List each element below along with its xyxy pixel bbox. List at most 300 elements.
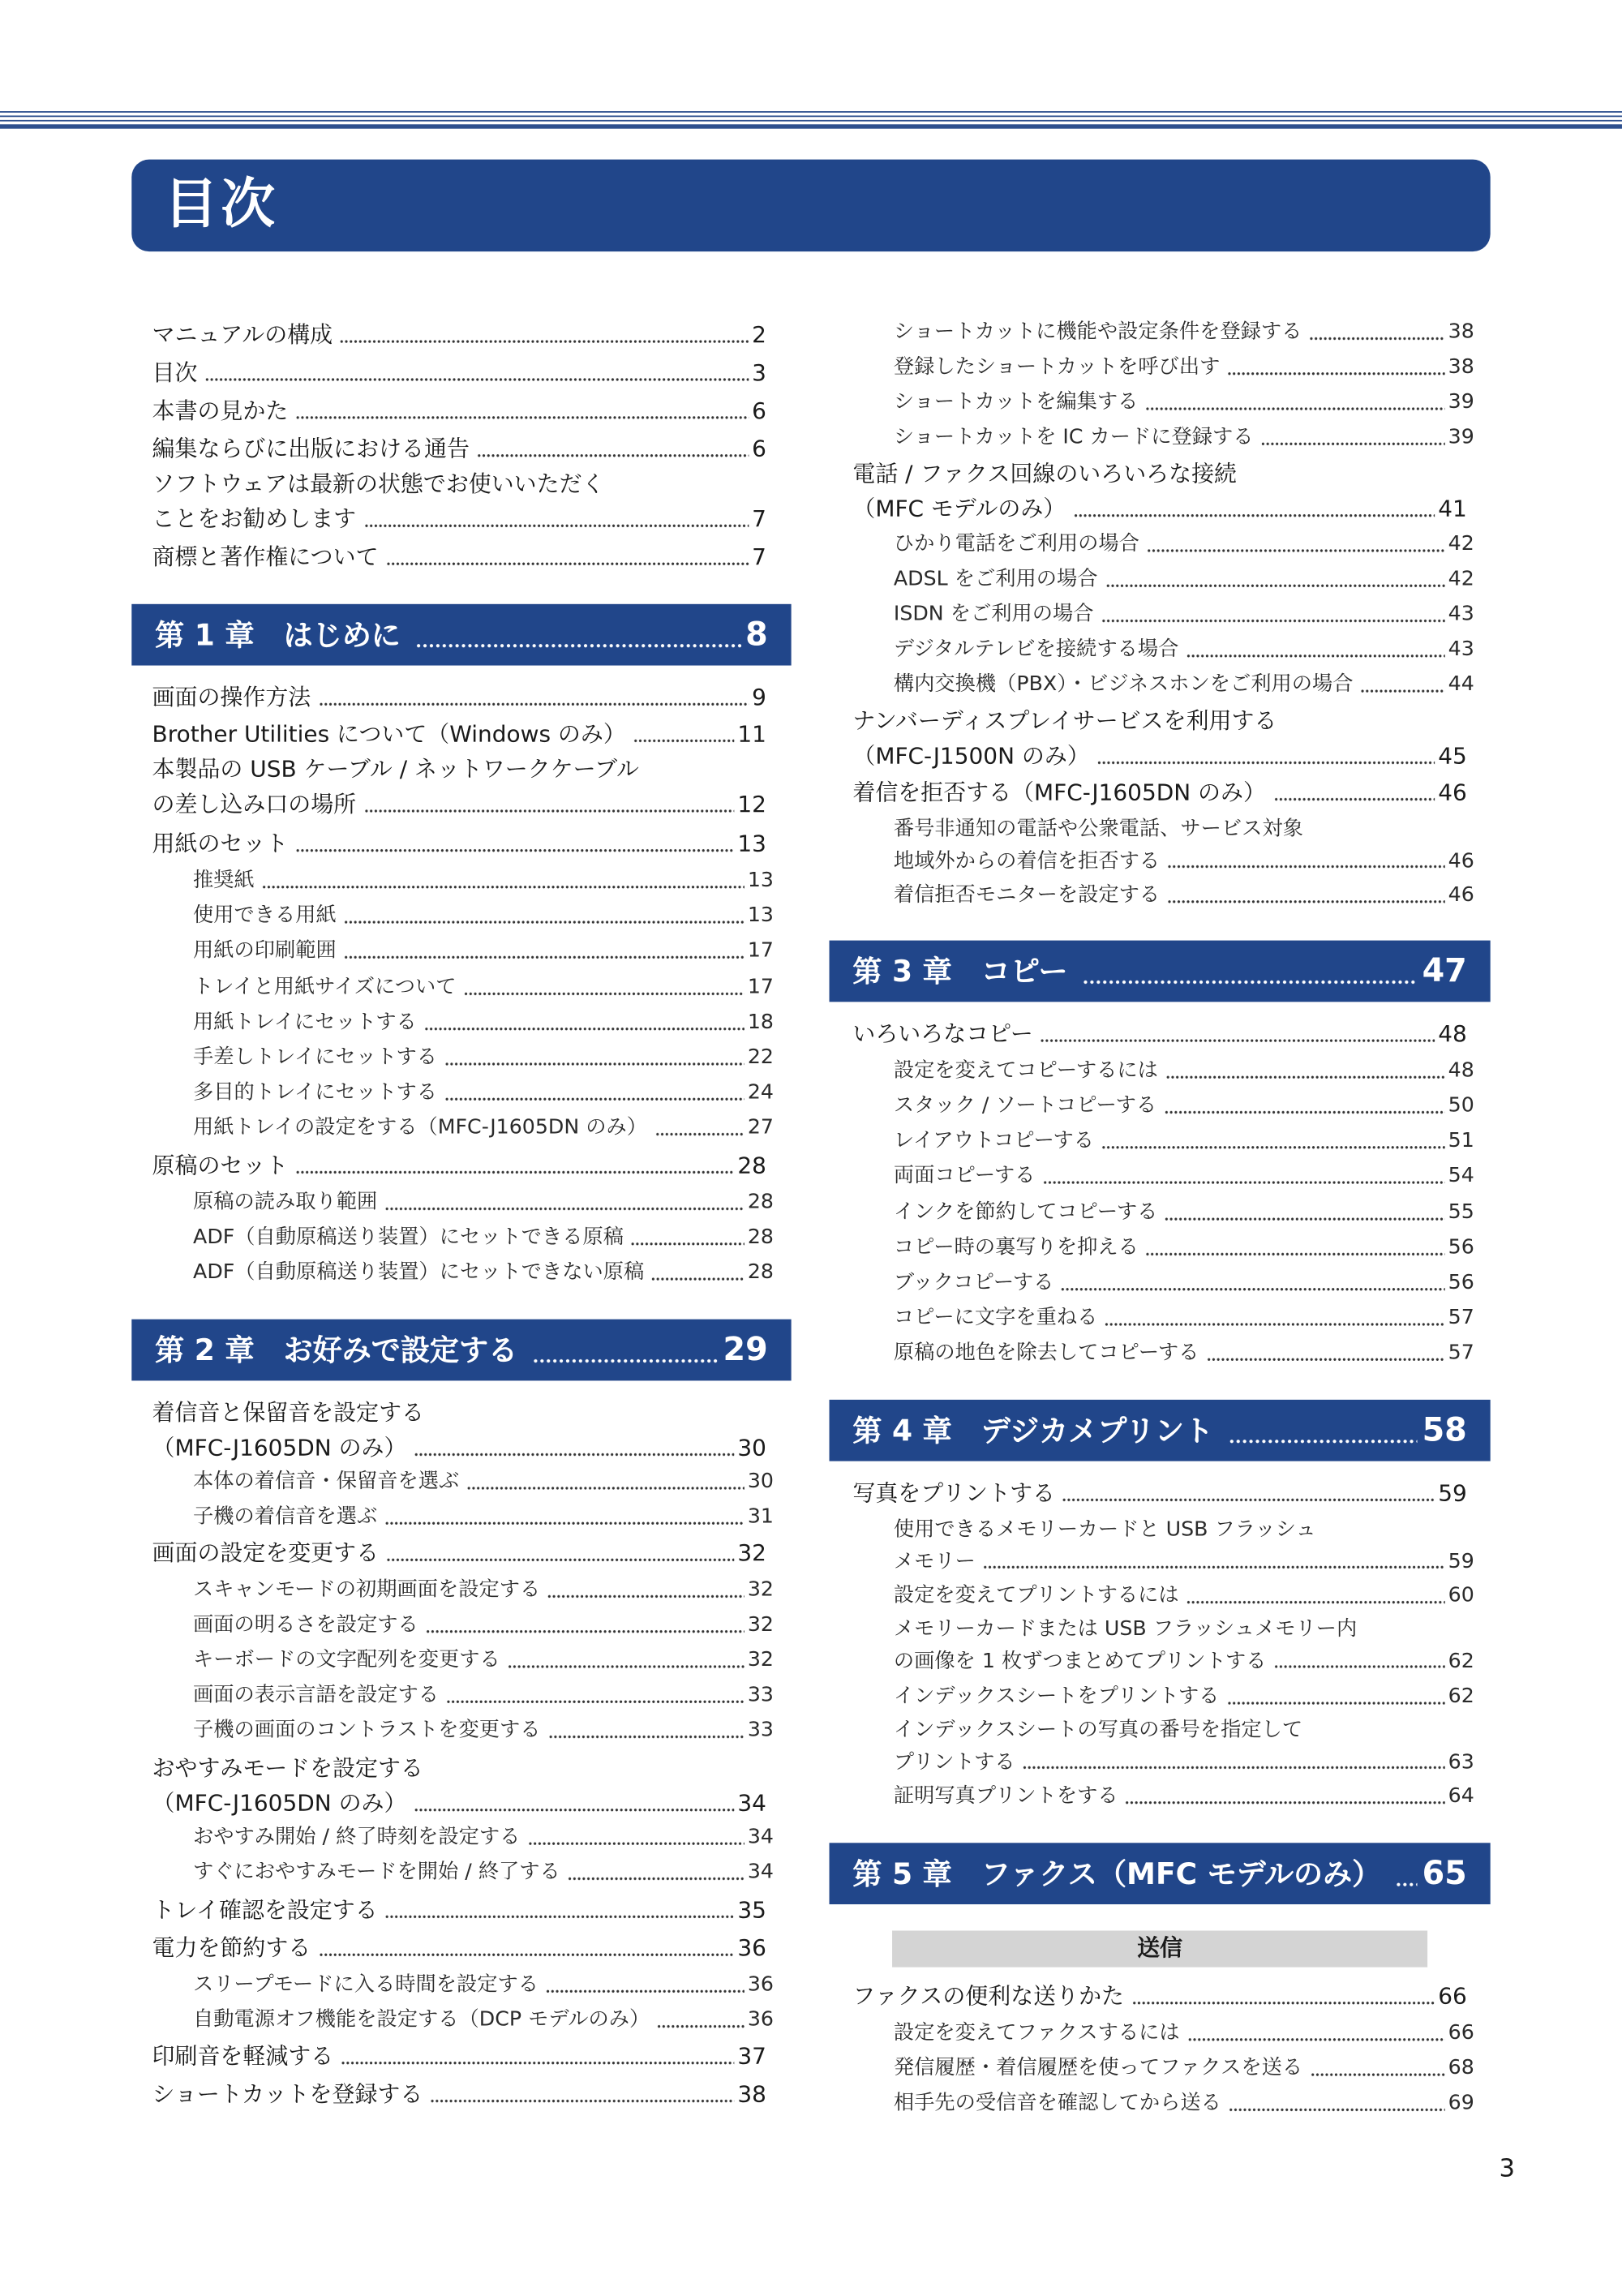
dot-leader xyxy=(430,2096,734,2105)
toc-entry[interactable] xyxy=(152,826,766,861)
toc-entry[interactable] xyxy=(894,1053,1474,1088)
toc-entry-title: 発信履歴・着信履歴を使ってファクスを送る xyxy=(893,2056,1303,2080)
toc-entry-title: 画面の設定を変更する xyxy=(152,1539,380,1567)
chapter-title: 第 5 章 ファクス（MFC モデルのみ） xyxy=(852,1856,1382,1891)
toc-page-number: 12 xyxy=(737,791,766,818)
toc-entry[interactable] xyxy=(193,1255,774,1290)
toc-page-number: 55 xyxy=(1448,1200,1474,1225)
dot-leader xyxy=(1186,1597,1445,1606)
toc-entry[interactable] xyxy=(852,1979,1466,2014)
dot-leader xyxy=(414,1449,734,1458)
toc-entry-title: 原稿のセット xyxy=(152,1152,289,1179)
toc-page-number: 34 xyxy=(747,1825,774,1849)
toc-entry-title: トレイと用紙サイズについて xyxy=(193,975,457,999)
dot-leader xyxy=(385,1912,735,1920)
toc-entry-title: すぐにおやすみモードを開始 / 終了する xyxy=(193,1860,560,1884)
dot-leader xyxy=(386,559,749,568)
dot-leader xyxy=(1165,1072,1445,1081)
dot-leader xyxy=(1073,510,1435,519)
chapter-heading[interactable] xyxy=(830,1400,1491,1461)
toc-page-number: 39 xyxy=(1448,390,1474,414)
toc-entry[interactable] xyxy=(193,933,774,968)
toc-page-number: 59 xyxy=(1438,1480,1467,1507)
toc-entry[interactable] xyxy=(894,2086,1474,2121)
toc-entry-title: 番号非通知の電話や公衆電話、サービス対象 xyxy=(893,818,1303,841)
toc-page-number: 31 xyxy=(747,1504,774,1529)
toc-page-number: 32 xyxy=(737,1539,766,1567)
chapter-page-number: 47 xyxy=(1422,953,1467,990)
dot-leader xyxy=(384,1518,744,1527)
page-title: 目次 xyxy=(163,172,278,236)
toc-page-number: 51 xyxy=(1448,1129,1474,1153)
toc-page-number: 62 xyxy=(1448,1684,1474,1709)
dot-leader xyxy=(1186,651,1445,660)
toc-page-number: 13 xyxy=(747,903,774,928)
dot-leader xyxy=(651,1274,744,1283)
chapter-title: 第 4 章 デジカメプリント xyxy=(852,1413,1214,1448)
toc-entry[interactable] xyxy=(894,812,1474,876)
toc-page-number: 32 xyxy=(747,1648,774,1672)
top-stripes xyxy=(0,111,1622,131)
toc-entry[interactable] xyxy=(894,1123,1474,1158)
toc-page-number: 17 xyxy=(747,975,774,999)
toc-entry-title: マニュアルの構成 xyxy=(152,321,333,349)
toc-page-number: 11 xyxy=(737,721,766,748)
dot-leader xyxy=(1167,896,1445,905)
toc-page-number: 56 xyxy=(1448,1271,1474,1295)
toc-entry[interactable] xyxy=(152,466,766,537)
toc-entry-title: Brother Utilities について（Windows のみ） xyxy=(152,721,626,748)
toc-page-number: 9 xyxy=(752,684,766,711)
dot-leader xyxy=(654,1129,744,1138)
toc-entry[interactable] xyxy=(193,2002,774,2037)
toc-entry-title: 着信拒否モニターを設定する xyxy=(893,883,1161,908)
dot-leader xyxy=(1164,1107,1445,1116)
dot-leader xyxy=(1227,368,1445,377)
dot-leader xyxy=(508,1662,744,1671)
toc-entry[interactable] xyxy=(193,970,774,1005)
toc-entry[interactable] xyxy=(152,717,766,752)
toc-page-number: 30 xyxy=(747,1470,774,1494)
toc-entry[interactable] xyxy=(152,393,766,428)
toc-page-number: 38 xyxy=(1448,355,1474,380)
toc-entry[interactable] xyxy=(152,680,766,715)
toc-entry[interactable] xyxy=(852,703,1466,774)
toc-entry[interactable] xyxy=(894,1713,1474,1777)
toc-entry-title: 画面の明るさを設定する xyxy=(193,1613,418,1637)
toc-entry-title: 原稿の地色を除去してコピーする xyxy=(893,1341,1199,1365)
toc-entry[interactable] xyxy=(193,1075,774,1109)
dot-leader xyxy=(446,1697,744,1706)
toc-page-number: 28 xyxy=(747,1190,774,1214)
toc-entry-title: おやすみ開始 / 終了時刻を設定する xyxy=(193,1825,521,1849)
toc-entry-title: （MFC モデルのみ） xyxy=(852,496,1066,522)
dot-leader xyxy=(1309,333,1445,342)
toc-entry-title: スキャンモードの初期画面を設定する xyxy=(193,1577,541,1602)
dot-leader xyxy=(344,917,744,926)
dot-leader xyxy=(1042,1178,1445,1187)
toc-entry-title: 自動電源オフ機能を設定する（DCP モデルのみ） xyxy=(193,2008,650,2032)
toc-entry-title: （MFC-J1605DN のみ） xyxy=(152,1790,407,1817)
toc-page-number: 46 xyxy=(1438,779,1467,806)
toc-entry-title: ショートカットを編集する xyxy=(893,390,1139,414)
toc-entry-title: 両面コピーする xyxy=(893,1164,1036,1188)
toc-entry[interactable] xyxy=(152,752,766,822)
dot-leader xyxy=(1083,977,1418,986)
toc-entry-title: 画面の操作方法 xyxy=(152,684,311,711)
toc-entry-title: メモリー xyxy=(893,1550,976,1574)
toc-page-number: 28 xyxy=(737,1152,766,1179)
toc-entry[interactable] xyxy=(852,1016,1466,1051)
toc-page-number: 60 xyxy=(1448,1584,1474,1607)
toc-entry[interactable] xyxy=(852,1476,1466,1511)
toc-entry[interactable] xyxy=(193,1220,774,1255)
toc-entry-title: 電力を節約する xyxy=(152,1934,311,1962)
toc-entry-title: 用紙のセット xyxy=(152,830,289,857)
toc-entry[interactable] xyxy=(193,1713,774,1748)
dot-leader xyxy=(344,952,744,961)
dot-leader xyxy=(633,736,735,745)
toc-page-number: 24 xyxy=(747,1080,774,1105)
dot-leader xyxy=(1165,1214,1445,1223)
toc-page-number: 28 xyxy=(747,1260,774,1285)
toc-entry[interactable] xyxy=(152,317,766,352)
toc-entry[interactable] xyxy=(894,526,1474,561)
toc-entry-title: 編集ならびに出版における通告 xyxy=(152,436,470,462)
toc-entry-title: ADF（自動原稿送り装置）にセットできる原稿 xyxy=(193,1225,624,1250)
toc-page-number: 13 xyxy=(737,830,766,857)
chapter-heading[interactable] xyxy=(830,941,1491,1002)
toc-page-number: 42 xyxy=(1448,567,1474,591)
title-banner xyxy=(131,160,1490,252)
toc-entry-title: 電話 / ファクス回線のいろいろな接続 xyxy=(852,461,1238,487)
toc-entry-title: 多目的トレイにセットする xyxy=(193,1080,438,1105)
toc-entry-title: 使用できる用紙 xyxy=(193,903,337,928)
toc-entry[interactable] xyxy=(193,1855,774,1890)
toc-page-number: 32 xyxy=(747,1577,774,1602)
toc-page-number: 13 xyxy=(747,869,774,893)
toc-entry-title: ブックコピーする xyxy=(893,1271,1054,1295)
toc-entry-title: デジタルテレビを接続する場合 xyxy=(893,637,1179,662)
toc-entry[interactable] xyxy=(152,539,766,574)
toc-entry[interactable] xyxy=(894,562,1474,597)
toc-page-number: 2 xyxy=(752,321,766,349)
toc-entry[interactable] xyxy=(894,315,1474,350)
toc-entry-title: 相手先の受信音を確認してから送る xyxy=(893,2091,1221,2115)
toc-page-number: 63 xyxy=(1448,1750,1474,1775)
toc-entry-title: プリントする xyxy=(893,1750,1015,1775)
dot-leader xyxy=(424,1024,744,1032)
toc-page-number: 18 xyxy=(747,1011,774,1035)
toc-entry[interactable] xyxy=(193,1819,774,1854)
toc-page-number: 28 xyxy=(747,1225,774,1250)
dot-leader xyxy=(1260,439,1445,448)
dot-leader xyxy=(1105,1320,1445,1328)
toc-page-number: 66 xyxy=(1448,2021,1474,2045)
toc-entry[interactable] xyxy=(894,1088,1474,1123)
toc-page-number: 7 xyxy=(752,543,766,571)
toc-entry[interactable] xyxy=(152,1148,766,1183)
dot-leader xyxy=(1061,1284,1445,1293)
toc-entry-title: 推奨紙 xyxy=(193,869,255,893)
toc-entry-title: インデックスシートの写真の番号を指定して xyxy=(893,1718,1303,1742)
toc-entry-title: コピー時の裏写りを抑える xyxy=(893,1235,1139,1260)
dot-leader xyxy=(568,1873,744,1882)
toc-entry[interactable] xyxy=(193,1185,774,1220)
toc-entry-title: ひかり電話をご利用の場合 xyxy=(893,532,1139,556)
toc-entry-title: 本体の着信音・保留音を選ぶ xyxy=(193,1470,460,1494)
toc-entry-title: 原稿の読み取り範囲 xyxy=(193,1190,378,1214)
toc-entry[interactable] xyxy=(894,2050,1474,2085)
dot-leader xyxy=(384,1204,744,1212)
dot-leader xyxy=(464,989,745,998)
toc-entry-title: レイアウトコピーする xyxy=(893,1129,1095,1153)
toc-entry[interactable] xyxy=(193,1607,774,1642)
toc-entry-title: スタック / ソートコピーする xyxy=(893,1093,1157,1118)
toc-page-number: 56 xyxy=(1448,1235,1474,1260)
toc-entry-title: 用紙トレイにセットする xyxy=(193,1011,417,1035)
toc-entry-title: 用紙トレイの設定をする（MFC-J1605DN のみ） xyxy=(193,1115,648,1139)
dot-leader xyxy=(318,1950,735,1959)
toc-entry-title: 構内交換機（PBX）・ビジネスホンをご利用の場合 xyxy=(893,672,1354,697)
toc-page-number: 6 xyxy=(752,436,766,462)
toc-entry-title: 証明写真プリントをする xyxy=(893,1784,1118,1809)
dot-leader xyxy=(340,337,749,345)
toc-entry-title: 用紙の印刷範囲 xyxy=(193,938,337,963)
toc-entry[interactable] xyxy=(894,597,1474,632)
toc-entry-title: 本製品の USB ケーブル / ネットワークケーブル xyxy=(152,756,640,783)
toc-entry-title: メモリーカードまたは USB フラッシュメモリー内 xyxy=(893,1617,1358,1642)
toc-page-number: 38 xyxy=(1448,320,1474,344)
toc-entry[interactable] xyxy=(894,1300,1474,1335)
toc-entry-title: 商標と著作権について xyxy=(152,543,379,571)
dot-leader xyxy=(527,1839,744,1848)
toc-entry[interactable] xyxy=(193,1677,774,1712)
dot-leader xyxy=(1101,1142,1445,1151)
dot-leader xyxy=(414,1805,734,1813)
toc-entry[interactable] xyxy=(894,1265,1474,1300)
dot-leader xyxy=(1187,2035,1445,2044)
toc-page-number: 48 xyxy=(1438,1020,1467,1048)
toc-entry[interactable] xyxy=(193,1499,774,1534)
toc-entry[interactable] xyxy=(193,863,774,898)
dot-leader xyxy=(1229,2105,1445,2114)
toc-entry-title: 設定を変えてコピーするには xyxy=(893,1058,1158,1083)
dot-leader xyxy=(477,450,749,459)
dot-leader xyxy=(444,1094,744,1103)
toc-entry-title: の差し込み口の場所 xyxy=(152,791,357,818)
toc-entry[interactable] xyxy=(152,2039,766,2074)
toc-entry-title: ISDN をご利用の場合 xyxy=(893,603,1094,626)
toc-entry[interactable] xyxy=(894,1578,1474,1613)
toc-page-number: 69 xyxy=(1448,2091,1474,2115)
toc-entry-title: 画面の表示言語を設定する xyxy=(193,1683,440,1707)
dot-leader xyxy=(341,2058,735,2066)
toc-entry[interactable] xyxy=(894,1513,1474,1577)
toc-entry-title: （MFC-J1500N のみ） xyxy=(852,743,1090,770)
toc-page-number: 17 xyxy=(747,938,774,963)
toc-entry[interactable] xyxy=(852,775,1466,810)
toc-entry[interactable] xyxy=(193,1464,774,1499)
toc-entry-title: 着信音と保留音を設定する xyxy=(152,1399,425,1427)
toc-entry[interactable] xyxy=(894,2015,1474,2050)
toc-page-number: 48 xyxy=(1448,1058,1474,1083)
toc-page-number: 68 xyxy=(1448,2056,1474,2080)
toc-entry-title: 設定を変えてプリントするには xyxy=(893,1584,1179,1607)
dot-leader xyxy=(386,1555,735,1564)
toc-entry-title: インクを節約してコピーする xyxy=(893,1200,1158,1225)
toc-page-number: 50 xyxy=(1448,1093,1474,1118)
dot-leader xyxy=(205,375,749,384)
toc-page-number: 39 xyxy=(1448,425,1474,449)
toc-page-number: 41 xyxy=(1438,496,1467,522)
dot-leader xyxy=(295,1167,734,1176)
section-label: 送信 xyxy=(892,1930,1427,1967)
dot-leader xyxy=(1023,1762,1445,1771)
toc-entry-title: ことをお勧めします xyxy=(152,505,357,533)
toc-page-number: 46 xyxy=(1448,849,1474,873)
toc-entry[interactable] xyxy=(852,457,1466,527)
toc-entry[interactable] xyxy=(152,1395,766,1466)
toc-entry-title: いろいろなコピー xyxy=(852,1020,1033,1048)
chapter-heading[interactable] xyxy=(131,1320,791,1381)
dot-leader xyxy=(1396,1879,1418,1888)
dot-leader xyxy=(1226,1698,1445,1707)
toc-entry-title: 登録したショートカットを呼び出す xyxy=(893,355,1221,380)
dot-leader xyxy=(1167,861,1445,870)
toc-entry[interactable] xyxy=(894,632,1474,667)
toc-page-number: 3 xyxy=(752,359,766,387)
dot-leader xyxy=(1062,1495,1435,1504)
dot-leader xyxy=(1126,1797,1445,1806)
toc-page-number: 57 xyxy=(1448,1306,1474,1330)
toc-page-number: 66 xyxy=(1438,1983,1467,2010)
toc-entry[interactable] xyxy=(152,431,766,466)
chapter-title: 第 2 章 お好みで設定する xyxy=(155,1332,518,1368)
chapter-page-number: 58 xyxy=(1422,1413,1467,1450)
toc-entry[interactable] xyxy=(894,350,1474,384)
dot-leader xyxy=(1147,546,1445,555)
toc-page-number: 34 xyxy=(737,1790,766,1817)
dot-leader xyxy=(1273,794,1435,803)
toc-entry[interactable] xyxy=(894,1230,1474,1265)
toc-entry[interactable] xyxy=(894,384,1474,419)
dot-leader xyxy=(1206,1354,1445,1363)
toc-entry[interactable] xyxy=(894,1158,1474,1193)
toc-entry-title: おやすみモードを設定する xyxy=(152,1755,423,1782)
toc-page-number: 43 xyxy=(1448,637,1474,662)
toc-entry-title: ショートカットを IC カードに登録する xyxy=(893,425,1254,449)
toc-page-number: 35 xyxy=(737,1897,766,1924)
chapter-heading[interactable] xyxy=(830,1843,1491,1904)
dot-leader xyxy=(1146,1249,1445,1258)
toc-entry[interactable] xyxy=(152,1751,766,1822)
toc-entry[interactable] xyxy=(193,1968,774,2002)
toc-entry[interactable] xyxy=(152,355,766,390)
chapter-page-number: 65 xyxy=(1422,1856,1467,1893)
dot-leader xyxy=(1105,581,1445,590)
toc-page-number: 38 xyxy=(737,2081,766,2108)
toc-entry-title: インデックスシートをプリントする xyxy=(893,1684,1220,1709)
dot-leader xyxy=(363,806,735,815)
page-number: 3 xyxy=(1499,2154,1516,2184)
chapter-page-number: 29 xyxy=(723,1332,768,1369)
toc-entry[interactable] xyxy=(894,667,1474,702)
toc-entry[interactable] xyxy=(894,1679,1474,1714)
toc-entry-title: ソフトウェアは最新の状態でお使いいただく xyxy=(152,470,605,498)
toc-entry[interactable] xyxy=(152,1930,766,1965)
toc-page-number: 30 xyxy=(737,1435,766,1461)
dot-leader xyxy=(1145,404,1445,413)
toc-entry[interactable] xyxy=(894,420,1474,455)
dot-leader xyxy=(363,521,749,530)
toc-entry-title: 手差しトレイにセットする xyxy=(193,1045,438,1070)
toc-page-number: 22 xyxy=(747,1045,774,1070)
toc-entry[interactable] xyxy=(152,1893,766,1928)
dot-leader xyxy=(1361,686,1446,695)
toc-page-number: 62 xyxy=(1448,1650,1474,1674)
dot-leader xyxy=(547,1591,744,1600)
toc-entry[interactable] xyxy=(894,1336,1474,1371)
toc-entry-title: スリープモードに入る時間を設定する xyxy=(193,1972,539,1997)
toc-entry[interactable] xyxy=(894,1779,1474,1813)
toc-page-number: 6 xyxy=(752,397,766,424)
toc-entry[interactable] xyxy=(193,1573,774,1607)
toc-page-number: 33 xyxy=(747,1718,774,1742)
toc-entry-title: ファクスの便利な送りかた xyxy=(852,1983,1124,2010)
dot-leader xyxy=(1273,1662,1445,1671)
toc-page-number: 64 xyxy=(1448,1784,1474,1809)
toc-entry[interactable] xyxy=(193,1005,774,1040)
toc-page-number: 54 xyxy=(1448,1164,1474,1188)
toc-entry-title: キーボードの文字配列を変更する xyxy=(193,1648,500,1672)
dot-leader xyxy=(466,1483,744,1492)
toc-entry[interactable] xyxy=(193,1642,774,1677)
toc-page-number: 45 xyxy=(1438,743,1467,770)
dot-leader xyxy=(1131,1998,1435,2006)
toc-entry-title: ショートカットを登録する xyxy=(152,2081,423,2108)
dot-leader xyxy=(1310,2070,1445,2079)
toc-page-number: 27 xyxy=(747,1115,774,1139)
toc-page-number: 59 xyxy=(1448,1550,1474,1574)
dot-leader xyxy=(1228,1436,1418,1445)
toc-page-number: 46 xyxy=(1448,883,1474,908)
toc-entry[interactable] xyxy=(193,1040,774,1075)
dot-leader xyxy=(426,1626,744,1635)
toc-page-number: 43 xyxy=(1448,603,1474,626)
toc-entry-title: トレイ確認を設定する xyxy=(152,1897,378,1924)
toc-entry[interactable] xyxy=(152,2077,766,2112)
toc-page-number: 57 xyxy=(1448,1341,1474,1365)
toc-entry-title: 本書の見かた xyxy=(152,397,289,424)
toc-entry[interactable] xyxy=(894,1195,1474,1230)
toc-entry[interactable] xyxy=(193,1110,774,1145)
toc-entry-title: の画像を 1 枚ずつまとめてプリントする xyxy=(893,1650,1267,1674)
chapter-heading[interactable] xyxy=(131,604,791,666)
toc-entry[interactable] xyxy=(193,898,774,933)
toc-entry-title: ADF（自動原稿送り装置）にセットできない原稿 xyxy=(193,1260,645,1285)
toc-entry[interactable] xyxy=(152,1536,766,1571)
dot-leader xyxy=(548,1732,745,1740)
toc-entry[interactable] xyxy=(894,878,1474,912)
dot-leader xyxy=(318,699,749,708)
chapter-title: 第 3 章 コピー xyxy=(852,953,1068,989)
toc-entry[interactable] xyxy=(894,1611,1474,1676)
dot-leader xyxy=(1041,1036,1435,1045)
toc-entry-title: ショートカットに機能や設定条件を登録する xyxy=(893,320,1302,344)
toc-entry-title: 印刷音を軽減する xyxy=(152,2043,334,2070)
toc-page-number: 44 xyxy=(1448,672,1474,697)
